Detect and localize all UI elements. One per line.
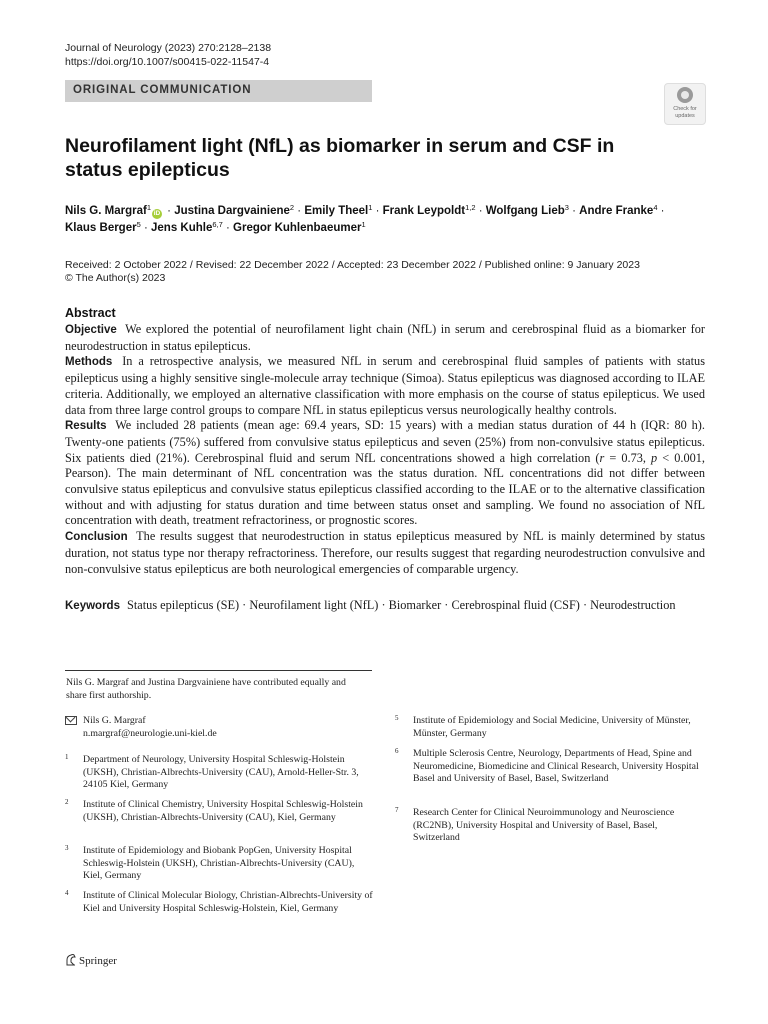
abstract-section-text: In a retrospective analysis, we measured NfL in serum and cerebrospinal fluid samples of patients with status epilepticus using a highly sensitive single-molecule array technique (Simoa). Status epilepticus was diagnosed according to ILAE criteria. Additionally, we employed an alternative classification with more emphasis on the course of status epilepticus. We used data from three large control groups to compare NfL in status epilepticus versus neurologically healthy controls. — [65, 354, 705, 417]
correspondence-email[interactable]: n.margraf@neurologie.uni-kiel.de — [83, 727, 217, 739]
publication-dates: Received: 2 October 2022 / Revised: 22 December 2022 / Accepted: 23 December 2022 / Published online: 9 January 2023 — [65, 259, 640, 271]
author-separator: · — [372, 205, 383, 217]
author-separator: · — [140, 222, 151, 234]
abstract-section-label: Methods — [65, 356, 113, 369]
author-affil-sup: 4 — [653, 203, 658, 212]
author-affil-sup: 6,7 — [212, 220, 223, 229]
copyright-notice: © The Author(s) 2023 — [65, 272, 166, 284]
author-separator: · — [294, 205, 305, 217]
author-separator: · — [568, 205, 580, 217]
affiliation-text: Institute of Clinical Molecular Biology, Christian-Albrechts-University of Kiel and University Hospital Schleswig-Holstein, Kiel, Germany — [83, 890, 373, 914]
author-name[interactable]: Emily Theel — [304, 205, 369, 217]
correspondence-name: Nils G. Margraf — [83, 715, 146, 726]
abstract-section-text: The results suggest that neurodestruction in status epilepticus measured by NfL is mainly determined by status duration, not status type nor therapy refractoriness. Therefore, our results suggest that regarding neurodestruction convulsive and non-convulsive status epilepticus are both neurological emergencies of comparable urgency. — [65, 529, 705, 576]
correspondence-block — [83, 715, 373, 740]
affiliation-number: 4 — [65, 889, 69, 897]
journal-citation: Journal of Neurology (2023) 270:2128–2138 — [65, 42, 272, 54]
author-separator: · — [222, 222, 234, 234]
abstract-section-text: = 0.73, — [604, 450, 652, 465]
orcid-icon[interactable]: iD — [153, 210, 161, 217]
author-separator: · — [657, 205, 665, 217]
author-affil-sup: 3 — [564, 203, 569, 212]
abstract-section-text: < 0.001, Pearson). The main determinant of NfL concentration was the status duration. NfL concentrations did not differ between convulsive status epilepticus and convulsive status epilepticus classified according to the ILAE or to the alternative classification without and with adjusting for status duration and time between status onset and sampling. We found no association of NfL concentration with death, treatment refractoriness, or prognostic scores. — [65, 450, 706, 528]
author-name[interactable]: Jens Kuhle — [151, 222, 213, 234]
author-name[interactable]: Frank Leypoldt — [382, 205, 466, 217]
affiliation-number: 1 — [65, 753, 69, 761]
affiliation-number: 6 — [395, 747, 399, 755]
abstract-section-label: Conclusion — [65, 531, 128, 544]
abstract-conclusion — [65, 529, 705, 577]
author-name[interactable]: Andre Franke — [579, 205, 654, 217]
author-list — [65, 203, 705, 237]
springer-horse-icon — [65, 953, 77, 966]
check-updates-label-1: Check for — [673, 106, 697, 112]
author-affil-sup: 1 — [368, 203, 373, 212]
affiliation-text: Multiple Sclerosis Centre, Neurology, Departments of Head, Spine and Neuromedicine, Biomedicine and Clinical Research, University Hospital Basel and University of Basel, Basel, Switzerland — [413, 748, 699, 784]
author-separator: · — [475, 205, 486, 217]
footnote-divider — [65, 670, 372, 671]
article-type-bar — [65, 80, 372, 102]
affiliation-text: Research Center for Clinical Neuroimmunology and Neuroscience (RC2NB), University Hospital and University of Basel, Basel, Switzerland — [413, 807, 675, 843]
keywords — [65, 597, 745, 614]
author-name[interactable]: Klaus Berger — [65, 222, 137, 234]
check-updates-icon — [677, 87, 693, 103]
author-name[interactable]: Justina Dargvainiene — [174, 205, 290, 217]
affiliation-text: Institute of Clinical Chemistry, University Hospital Schleswig-Holstein (UKSH), Christian-Albrechts-University (CAU), Kiel, Germany — [83, 799, 363, 823]
abstract-section-label: Objective — [65, 324, 117, 336]
abstract-section-text: We explored the potential of neurofilament light chain (NfL) in serum and cerebrospinal fluid as a biomarker for neurodestruction in status epilepticus. — [65, 322, 705, 353]
affiliation-number: 2 — [65, 798, 69, 806]
keywords-text: Status epilepticus (SE) · Neurofilament light (NfL) · Biomarker · Cerebrospinal fluid (CSF) · Neurodestruction — [127, 598, 676, 612]
author-affil-sup: 1 — [146, 203, 151, 212]
abstract-body — [65, 322, 705, 577]
abstract-methods — [65, 354, 705, 418]
check-updates-label-2: updates — [675, 113, 695, 119]
abstract-heading: Abstract — [65, 306, 116, 320]
author-affil-sup: 2 — [289, 203, 295, 212]
publisher-logo[interactable] — [65, 953, 117, 968]
author-name[interactable]: Gregor Kuhlenbaeumer — [233, 222, 362, 234]
affiliation-text: Institute of Epidemiology and Social Medicine, University of Münster, Münster, Germany — [413, 715, 691, 739]
contribution-note: Nils G. Margraf and Justina Dargvainiene have contributed equally and share first authorship. — [66, 677, 346, 701]
check-for-updates-badge[interactable] — [664, 83, 706, 125]
affiliation-text: Department of Neurology, University Hospital Schleswig-Holstein (UKSH), Christian-Albrechts-University (CAU), Arnold-Heller-Str. 3, 24105 Kiel, Germany — [83, 754, 359, 790]
abstract-objective — [65, 322, 705, 354]
publisher-name: Springer — [79, 955, 117, 967]
abstract-section-label: Results — [65, 420, 107, 433]
keywords-label: Keywords — [65, 600, 120, 612]
author-name[interactable]: Nils G. Margraf — [65, 205, 147, 217]
author-name[interactable]: Wolfgang Lieb — [485, 205, 565, 217]
stat-symbol: r — [599, 450, 605, 465]
article-type-label: ORIGINAL COMMUNICATION — [73, 84, 252, 96]
author-affil-sup: 5 — [136, 220, 141, 229]
affiliation-number: 3 — [65, 844, 69, 852]
mail-icon — [65, 716, 77, 725]
affiliation-number: 7 — [395, 806, 399, 814]
author-affil-sup: 1,2 — [465, 203, 476, 212]
abstract-section-text: We included 28 patients (mean age: 69.4 years, SD: 15 years) with a median status duration of 44 h (IQR: 80 h). Twenty-one patients (75%) suffered from convulsive status epilepticus and seven (25%) from non-convulsive status epilepticus. Six patients died (21%). Cerebrospinal fluid and serum NfL concentrations showed a high correlation ( — [65, 418, 705, 465]
abstract-results — [65, 418, 705, 529]
stat-symbol: p — [651, 450, 658, 465]
affiliation-text: Institute of Epidemiology and Biobank PopGen, University Hospital Schleswig-Holstein (UKSH), Christian-Albrechts-University (CAU), Kiel, Germany — [83, 845, 355, 881]
affiliation-number: 5 — [395, 714, 399, 722]
doi-link[interactable]: https://doi.org/10.1007/s00415-022-11547-4 — [65, 56, 270, 68]
author-affil-sup: 1 — [361, 220, 366, 229]
author-separator: · — [163, 205, 175, 217]
article-title: Neurofilament light (NfL) as biomarker in serum and CSF in status epilepticus — [65, 135, 615, 181]
